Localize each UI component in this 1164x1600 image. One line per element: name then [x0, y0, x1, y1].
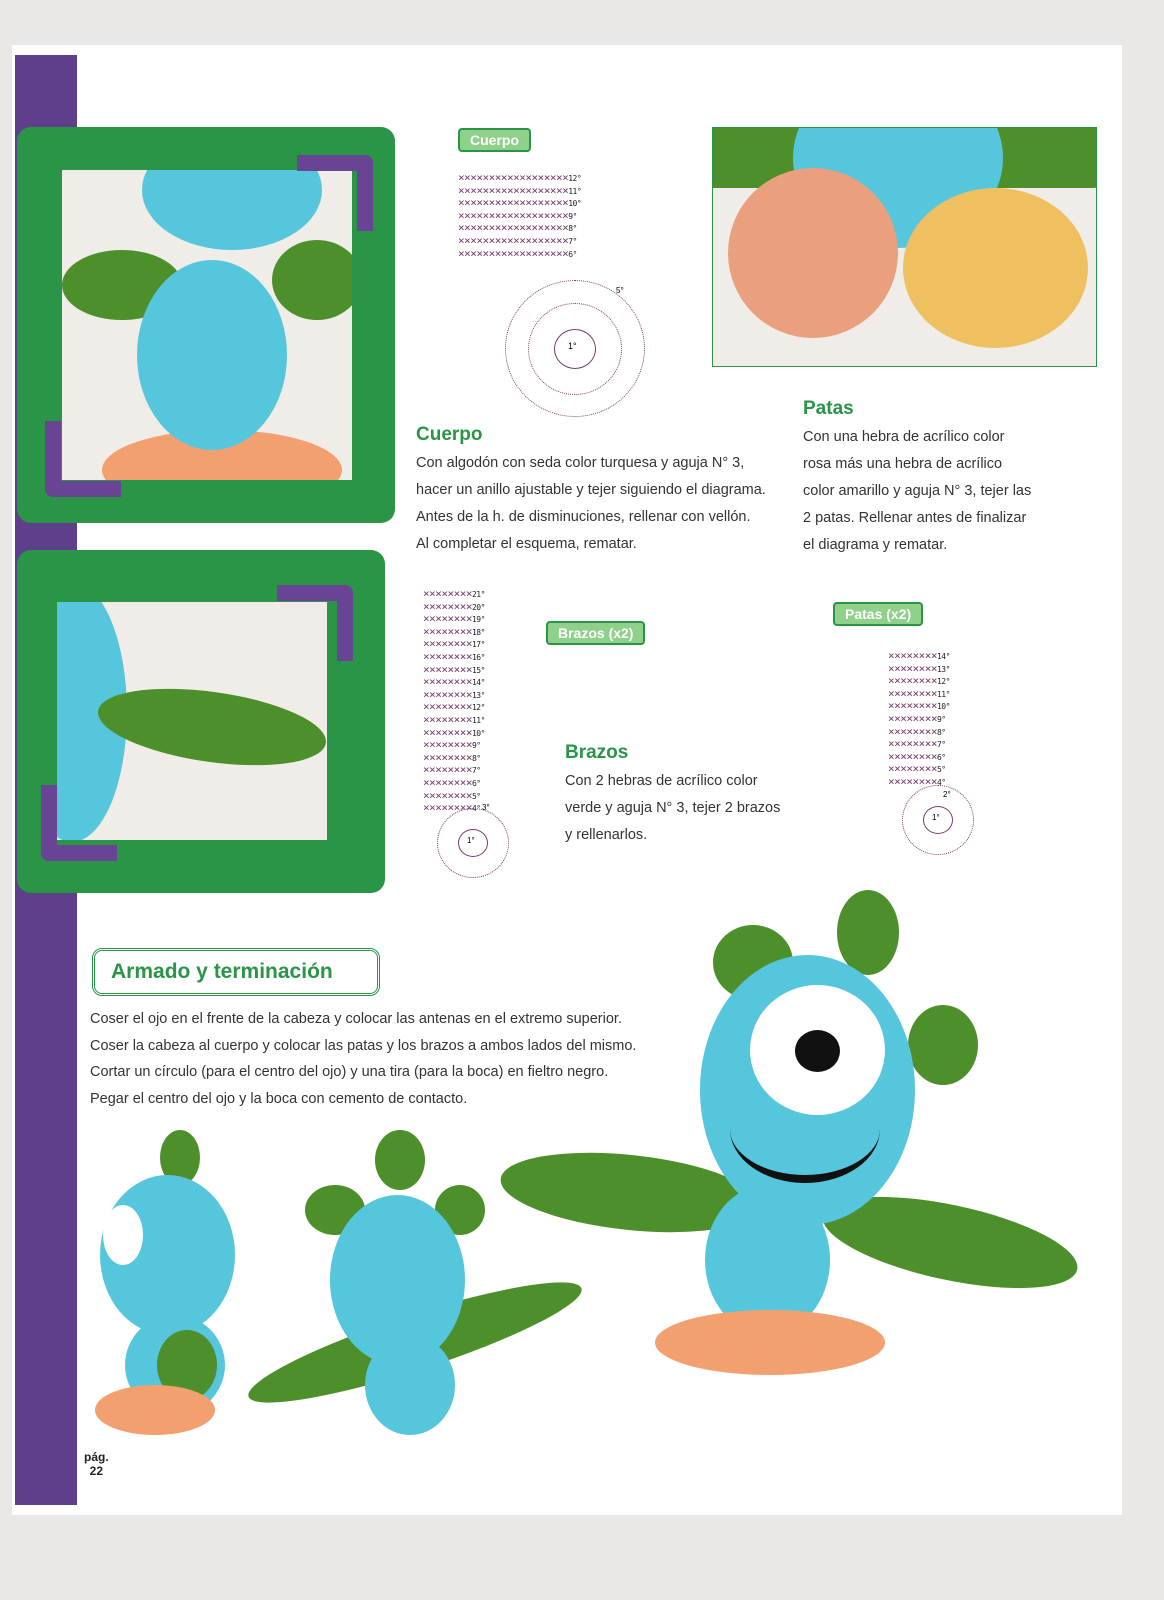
page-number-value: 22 [89, 1464, 104, 1478]
page-label: pág. [84, 1450, 109, 1464]
body-photo-frame [17, 127, 395, 523]
row-label: 12° [471, 703, 485, 713]
armado-line: Coser la cabeza al cuerpo y colocar las patas y los brazos a ambos lados del mismo. [90, 1037, 637, 1054]
row-label: 9° [936, 714, 946, 724]
row-label: 11° [936, 689, 950, 699]
cuerpo-text: Con algodón con seda color turquesa y aguja N° 3, hacer un anillo ajustable y tejer siguiendo el diagrama. Antes de la h. de disminuciones, rellenar con vellón. Al completar el esquema, rematar. [416, 455, 766, 552]
round-label: 1° [568, 341, 577, 351]
chart-row: ××××××××××××××××××6° [458, 246, 577, 260]
chart-row: ××××××××7° [888, 737, 946, 751]
row-label: 14° [471, 678, 485, 688]
cuerpo-diagram-tag: Cuerpo [458, 128, 531, 152]
brazos-heading: Brazos [565, 742, 629, 763]
row-label: 13° [936, 664, 950, 674]
chart-row: ××××××××5° [423, 788, 481, 802]
cuerpo-round-chart [505, 280, 645, 417]
row-label: 9° [471, 741, 481, 751]
chart-row: ××××××××××××××××××7° [458, 233, 577, 247]
chart-row: ××××××××××××××××××9° [458, 208, 577, 222]
chart-row: ××××××××××××××××××12° [458, 171, 582, 184]
chart-row: ××××××××××××××××××10° [458, 196, 582, 210]
patas-heading: Patas [803, 398, 854, 419]
chart-row: ××××××××10° [888, 699, 950, 713]
row-label: 7° [568, 236, 577, 246]
row-label: 5° [936, 765, 946, 775]
chart-row: ××××××××6° [888, 749, 946, 763]
armado-line: Coser el ojo en el frente de la cabeza y colocar las antenas en el extremo superior. [90, 1011, 622, 1027]
patas-section [803, 398, 1033, 559]
round-label: 5° [616, 286, 624, 295]
row-label: 15° [471, 665, 485, 675]
row-label: 12° [936, 677, 950, 687]
cuerpo-heading: Cuerpo [416, 424, 483, 445]
row-label: 8° [471, 753, 481, 763]
row-label: 8° [936, 727, 946, 737]
row-label: 7° [936, 740, 946, 750]
arm-photo-frame [17, 550, 385, 893]
chart-row: ××××××××9° [888, 711, 946, 725]
chart-row: ××××××××12° [423, 700, 485, 714]
row-label: 13° [471, 690, 485, 700]
round-label: 1° [932, 813, 940, 822]
chart-row: ××××××××17° [423, 637, 485, 651]
armado-heading: Armado y terminación [92, 948, 380, 996]
row-label: 8° [568, 224, 577, 234]
chart-row: ××××××××21° [423, 587, 485, 600]
page-number [84, 1450, 109, 1478]
round-label: 2° [943, 790, 951, 799]
chart-row: ××××××××4° [888, 774, 946, 788]
chart-row: ××××××××13° [888, 661, 950, 675]
chart-row: ××××××××10° [423, 725, 485, 739]
round-label: 3° [482, 803, 490, 812]
row-label: 11° [568, 186, 582, 196]
chart-row: ××××××××15° [423, 662, 485, 676]
row-label: 14° [936, 652, 950, 661]
chart-row: ××××××××19° [423, 612, 485, 626]
row-label: 16° [471, 652, 485, 662]
row-label: 9° [568, 211, 577, 221]
patas-round-chart [902, 785, 974, 855]
row-label: 7° [471, 766, 481, 776]
row-label: 19° [471, 615, 485, 625]
chart-row: ××××××××11° [888, 686, 950, 700]
patas-row-chart [888, 650, 950, 789]
row-label: 10° [568, 199, 582, 209]
chart-row: ××××××××7° [423, 763, 481, 777]
cuerpo-row-chart [458, 172, 581, 260]
armado-line: Pegar el centro del ojo y la boca con cemento de contacto. [90, 1090, 468, 1107]
chart-row: ××××××××12° [888, 674, 950, 688]
armado-line: Cortar un círculo (para el centro del ojo) y una tira (para la boca) en fieltro negro. [90, 1064, 609, 1080]
patas-diagram-tag: Patas (x2) [833, 602, 923, 626]
chart-row: ××××××××8° [423, 750, 481, 764]
row-label: 4° [471, 804, 481, 814]
chart-row: ××××××××18° [423, 624, 485, 638]
brazos-diagram-tag: Brazos (x2) [546, 621, 645, 645]
chart-row: ××××××××16° [423, 649, 485, 663]
chart-row: ××××××××9° [423, 738, 481, 752]
brazos-round-chart [437, 803, 509, 878]
row-label: 20° [471, 602, 485, 612]
chart-row: ××××××××××××××××××8° [458, 221, 577, 235]
row-label: 17° [471, 640, 485, 650]
row-label: 11° [471, 715, 485, 725]
round-label: 1° [467, 836, 475, 845]
row-label: 10° [471, 728, 485, 738]
chart-row: ××××××××8° [888, 724, 946, 738]
chart-row: ××××××××4° [423, 801, 481, 815]
finished-toy-photo [85, 885, 1095, 1465]
cuerpo-section [416, 424, 766, 558]
brazos-section [565, 742, 785, 849]
patas-text: Con una hebra de acrílico color rosa más una hebra de acrílico color amarillo y aguja N° 3, tejer las 2 patas. Rellenar antes de finalizar el diagrama y rematar. [803, 429, 1032, 553]
row-label: 10° [936, 702, 950, 712]
row-label: 6° [936, 752, 946, 762]
chart-row: ××××××××20° [423, 599, 485, 613]
row-label: 4° [936, 777, 946, 787]
row-label: 18° [471, 627, 485, 637]
chart-row: ××××××××13° [423, 687, 485, 701]
row-label: 12° [568, 174, 582, 183]
chart-row: ××××××××14° [423, 675, 485, 689]
feet-photo [712, 127, 1097, 367]
chart-row: ××××××××6° [423, 775, 481, 789]
row-label: 21° [471, 590, 485, 599]
brazos-row-chart [423, 588, 485, 815]
chart-row: ××××××××××××××××××11° [458, 183, 582, 197]
row-label: 5° [471, 791, 481, 801]
row-label: 6° [568, 249, 577, 259]
chart-row: ××××××××5° [888, 762, 946, 776]
row-label: 6° [471, 778, 481, 788]
chart-row: ××××××××11° [423, 712, 485, 726]
brazos-text: Con 2 hebras de acrílico color verde y aguja N° 3, tejer 2 brazos y rellenarlos. [565, 773, 781, 843]
chart-row: ××××××××14° [888, 649, 950, 662]
